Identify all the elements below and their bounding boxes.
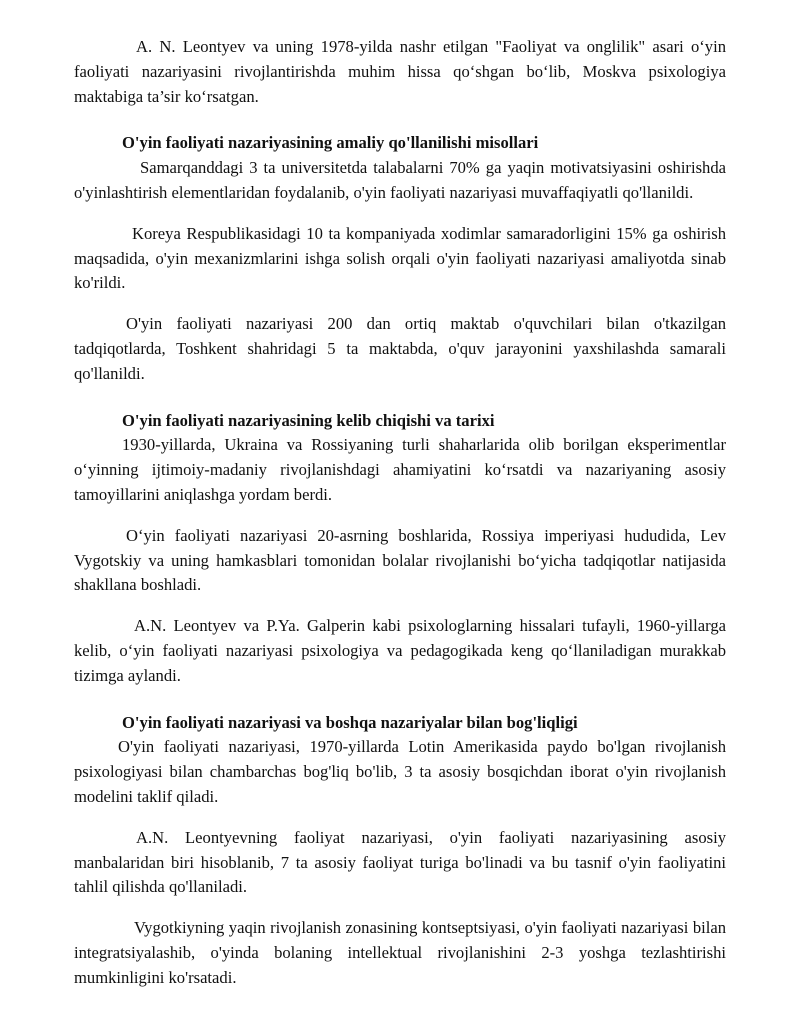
paragraph-tashkent: O'yin faoliyati nazariyasi 200 dan ortiq maktab o'quvchilari bilan o'tkazilgan tadqiqotlarda, Toshkent shahridagi 5 ta maktabda, o'quv jarayonini yaxshilashda samarali qo'llanildi. — [74, 314, 726, 383]
paragraph-latin-america: O'yin faoliyati nazariyasi, 1970-yillarda Lotin Amerikasida paydo bo'lgan rivojlanish psixologiyasi bilan chambarchas bog'liq bo'lib, 3 ta asosiy bosqichdan iborat o'yin rivojlanish modelini taklif qiladi. — [74, 737, 726, 806]
paragraph-leontyev-work: A. N. Leontyev va uning 1978-yilda nashr etilgan "Faoliyat va onglilik" asari o‘yin faoliyati nazariyasini rivojlantirishda muhim hissa qo‘shgan bo‘lib, Moskva psixologiya maktabiga ta’sir ko‘rsatgan. — [74, 37, 726, 106]
paragraph-1930s: 1930-yillarda, Ukraina va Rossiyaning turli shaharlarida olib borilgan eksperimentlar o‘yinning ijtimoiy-madaniy rivojlanishdagi ahamiyatini ko‘rsatdi va nazariyaning asosiy tamoyillarini aniqlashga yordam berdi. — [74, 435, 726, 504]
paragraph-proximal-zone: Vygotkiyning yaqin rivojlanish zonasining kontseptsiyasi, o'yin faoliyati nazariyasi bilan integratsiyalashib, o'yinda bolaning intellektual rivojlanishini 2-3 yoshga tezlashtirishi mumkinligini ko'rsatadi. — [74, 918, 726, 987]
section-heading-practical-application: O'yin faoliyati nazariyasining amaliy qo'llanilishi misollari — [122, 133, 539, 153]
paragraph-samarkand: Samarqanddagi 3 ta universitetda talabalarni 70% ga yaqin motivatsiyasini oshirishda o'yinlashtirish elementlaridan foydalanib, o'yin faoliyati nazariyasi muvaffaqiyatli qo'llanildi. — [74, 158, 726, 202]
section-heading-origin-history: O'yin faoliyati nazariyasining kelib chiqishi va tarixi — [122, 410, 495, 430]
paragraph-1960s: A.N. Leontyev va P.Ya. Galperin kabi psixologlarning hissalari tufayli, 1960-yillarga kelib, o‘yin faoliyati nazariyasi psixologiya va pedagogikada keng qo‘llaniladigan murakkab tizimga aylandi. — [74, 616, 726, 685]
paragraph-activity-theory: A.N. Leontyevning faoliyat nazariyasi, o'yin faoliyati nazariyasining asosiy manbalaridan biri hisoblanib, 7 ta asosiy faoliyat turiga bo'linadi va bu tasnif o'yin faoliyatini tahlil qilishda qo'llaniladi. — [74, 827, 726, 897]
paragraph-vygotsky-origin: O‘yin faoliyati nazariyasi 20-asrning boshlarida, Rossiya imperiyasi hududida, Lev Vygotskiy va uning hamkasblari tomonidan bolalar rivojlanishi bo‘yicha tadqiqotlar natijasida shakllana boshladi. — [74, 525, 726, 595]
section-heading-related-theories: O'yin faoliyati nazariyasi va boshqa nazariyalar bilan bog'liqligi — [122, 712, 578, 732]
paragraph-korea: Koreya Respublikasidagi 10 ta kompaniyada xodimlar samaradorligini 15% ga oshirish maqsadida, o'yin mexanizmlarini ishga solish orqali o'yin faoliyati nazariyasi amaliyotda sinab ko'rildi. — [74, 223, 726, 293]
